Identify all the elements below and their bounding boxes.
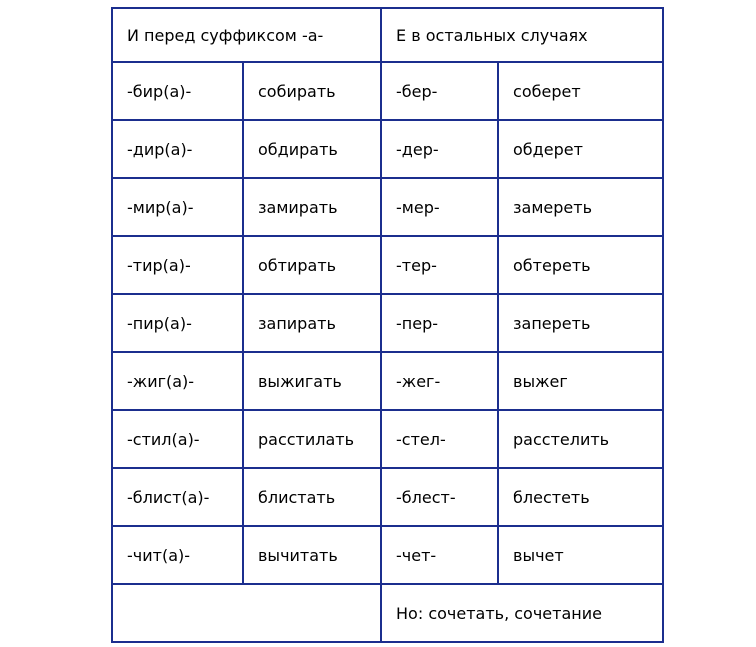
e-root-cell: -блест- <box>381 468 498 526</box>
i-example-cell: выжигать <box>243 352 381 410</box>
table-row <box>112 178 663 236</box>
table-row <box>112 294 663 352</box>
footer-note-cell: Но: сочетать, сочетание <box>381 584 663 642</box>
table-row <box>112 468 663 526</box>
i-example-cell: обтирать <box>243 236 381 294</box>
i-example-cell: блистать <box>243 468 381 526</box>
i-root-cell: -бир(а)- <box>112 62 243 120</box>
table-row <box>112 62 663 120</box>
i-example-cell: запирать <box>243 294 381 352</box>
alternation-rule-table <box>111 7 664 643</box>
header-cell-e: Е в остальных случаях <box>381 8 663 62</box>
i-example-cell: расстилать <box>243 410 381 468</box>
e-root-cell: -тер- <box>381 236 498 294</box>
table-row <box>112 352 663 410</box>
i-root-cell: -блист(а)- <box>112 468 243 526</box>
e-root-cell: -чет- <box>381 526 498 584</box>
e-example-cell: обдерет <box>498 120 663 178</box>
i-example-cell: замирать <box>243 178 381 236</box>
e-example-cell: обтереть <box>498 236 663 294</box>
i-example-cell: вычитать <box>243 526 381 584</box>
e-root-cell: -жег- <box>381 352 498 410</box>
e-example-cell: вычет <box>498 526 663 584</box>
header-cell-i: И перед суффиксом -а- <box>112 8 381 62</box>
e-root-cell: -стел- <box>381 410 498 468</box>
e-example-cell: соберет <box>498 62 663 120</box>
i-root-cell: -дир(а)- <box>112 120 243 178</box>
e-root-cell: -пер- <box>381 294 498 352</box>
i-root-cell: -стил(а)- <box>112 410 243 468</box>
e-root-cell: -бер- <box>381 62 498 120</box>
table-row <box>112 236 663 294</box>
e-example-cell: замереть <box>498 178 663 236</box>
i-root-cell: -чит(а)- <box>112 526 243 584</box>
e-example-cell: выжег <box>498 352 663 410</box>
e-example-cell: блестеть <box>498 468 663 526</box>
header-row <box>112 8 663 62</box>
table-row <box>112 120 663 178</box>
table-row <box>112 526 663 584</box>
footer-row <box>112 584 663 642</box>
e-example-cell: расстелить <box>498 410 663 468</box>
i-example-cell: обдирать <box>243 120 381 178</box>
table-row <box>112 410 663 468</box>
i-example-cell: собирать <box>243 62 381 120</box>
i-root-cell: -мир(а)- <box>112 178 243 236</box>
i-root-cell: -пир(а)- <box>112 294 243 352</box>
i-root-cell: -тир(а)- <box>112 236 243 294</box>
footer-empty-cell <box>112 584 381 642</box>
e-root-cell: -мер- <box>381 178 498 236</box>
i-root-cell: -жиг(а)- <box>112 352 243 410</box>
e-example-cell: запереть <box>498 294 663 352</box>
e-root-cell: -дер- <box>381 120 498 178</box>
